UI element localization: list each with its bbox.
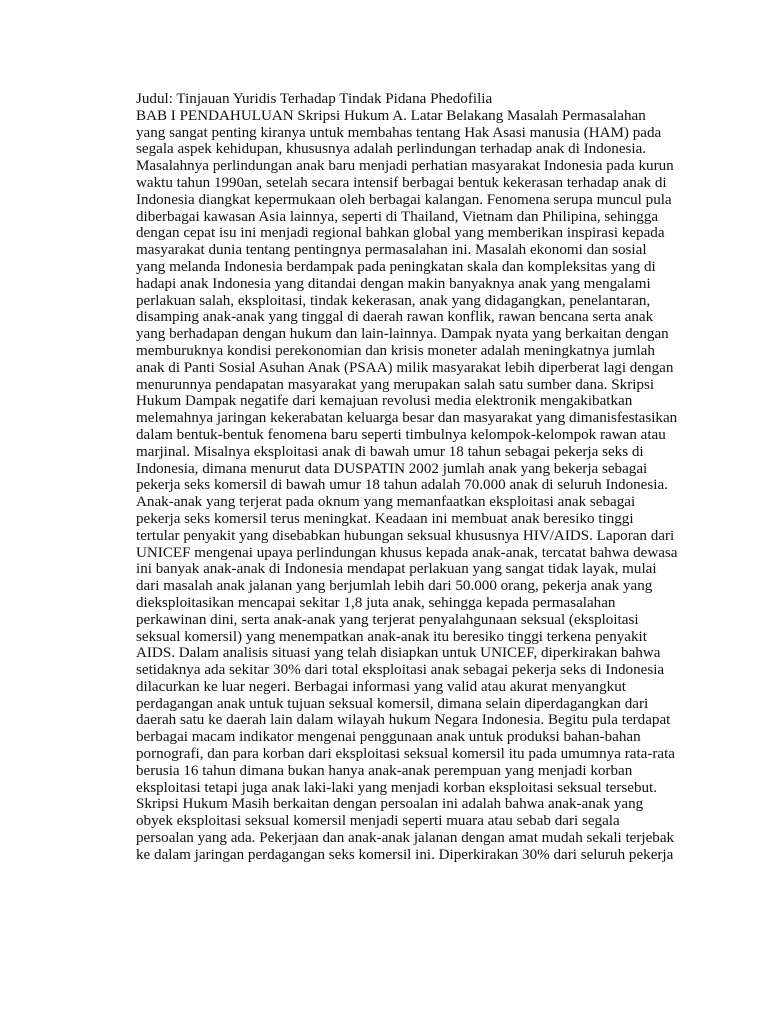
body-text-line: setidaknya ada sekitar 30% dari total eksploitasi anak sebagai pekerja seks di Indonesia	[136, 662, 665, 679]
body-text-line: pornografi, dan para korban dari eksploitasi seksual komersil itu pada umumnya rata-rata	[136, 746, 676, 763]
body-text-line: ke dalam jaringan perdagangan seks komersil ini. Diperkirakan 30% dari seluruh pekerja	[136, 846, 674, 863]
body-text-line: dalam bentuk-bentuk fenomena baru seperti timbulnya kelompok-kelompok rawan atau	[136, 426, 666, 443]
body-text-line: ini banyak anak-anak di Indonesia mendapat perlakuan yang sangat tidak layak, mulai	[136, 561, 657, 578]
body-text-line: memburuknya kondisi perekonomian dan krisis moneter adalah meningkatnya jumlah	[136, 342, 655, 359]
body-text-line: perlakuan salah, eksploitasi, tindak kekerasan, anak yang didagangkan, penelantaran,	[136, 292, 651, 309]
body-text-line: yang sangat penting kiranya untuk membahas tentang Hak Asasi manusia (HAM) pada	[136, 124, 662, 141]
body-text-line: segala aspek kehidupan, khususnya adalah perlindungan terhadap anak di Indonesia.	[136, 141, 647, 158]
body-text-line: anak di Panti Sosial Asuhan Anak (PSAA) milik masyarakat lebih diperberat lagi dengan	[136, 359, 674, 376]
body-text-line: Hukum Dampak negatife dari kemajuan revolusi media elektronik mengakibatkan	[136, 393, 633, 410]
body-text-line: perkawinan dini, serta anak-anak yang terjerat penyalahgunaan seksual (eksploitasi	[136, 611, 639, 628]
body-text-line: Skripsi Hukum Masih berkaitan dengan persoalan ini adalah bahwa anak-anak yang	[136, 796, 644, 813]
body-text-line: UNICEF mengenai upaya perlindungan khusus kepada anak-anak, tercatat bahwa dewasa	[136, 544, 678, 561]
body-text-line: menurunnya pendapatan masyarakat yang merupakan salah satu sumber dana. Skripsi	[136, 376, 655, 393]
body-text-line: dieksploitasikan mencapai sekitar 1,8 juta anak, sehingga kepada permasalahan	[136, 594, 616, 611]
body-text-line: obyek eksploitasi seksual komersil menjadi seperti muara atau sebab dari segala	[136, 813, 620, 830]
body-text-line: melemahnya jaringan kekerabatan keluarga besar dan masyarakat yang dimanisfestasikan	[136, 410, 678, 427]
body-text-line: AIDS. Dalam analisis situasi yang telah disiapkan untuk UNICEF, diperkirakan bahwa	[136, 645, 661, 662]
body-text-line: eksploitasi tetapi juga anak laki-laki yang menjadi korban eksploitasi seksual tersebut.	[136, 779, 658, 796]
body-text-line: dari masalah anak jalanan yang berjumlah lebih dari 50.000 orang, pekerja anak yang	[136, 578, 653, 595]
body-text-line: Indonesia, dimana menurut data DUSPATIN 2002 jumlah anak yang bekerja sebagai	[136, 460, 648, 477]
body-text-line: perdagangan anak untuk tujuan seksual komersil, dimana selain diperdagangkan dari	[136, 695, 649, 712]
document-title-line: Judul: Tinjauan Yuridis Terhadap Tindak Pidana Phedofilia	[136, 91, 493, 107]
body-text-line: berbagai macam indikator mengenai penggunaan anak untuk produksi bahan-bahan	[136, 729, 641, 746]
body-text-line: dilacurkan ke luar negeri. Berbagai informasi yang valid atau akurat menyangkut	[136, 678, 626, 695]
body-text-line: Indonesia diangkat kepermukaan oleh berbagai kalangan. Fenomena serupa muncul pula	[136, 191, 672, 208]
body-text-line: berusia 16 tahun dimana bukan hanya anak-anak perempuan yang menjadi korban	[136, 762, 633, 779]
body-text-line: BAB I PENDAHULUAN Skripsi Hukum A. Latar Belakang Masalah Permasalahan	[136, 107, 646, 124]
body-text-line: daerah satu ke daerah lain dalam wilayah hukum Negara Indonesia. Begitu pula terdapat	[136, 712, 671, 729]
body-text-line: marjinal. Misalnya eksploitasi anak di bawah umur 18 tahun sebagai pekerja seks di	[136, 443, 644, 460]
document-body-text	[136, 91, 736, 864]
body-text-line: hadapi anak Indonesia yang ditandai dengan makin banyaknya anak yang mengalami	[136, 275, 651, 292]
body-text-line: yang berhadapan dengan hukum dan lain-lainnya. Dampak nyata yang berkaitan dengan	[136, 326, 669, 343]
body-text-line: yang melanda Indonesia berdampak pada peningkatan skala dan kompleksitas yang di	[136, 258, 656, 275]
body-text-line: tertular penyakit yang disebabkan hubungan seksual khususnya HIV/AIDS. Laporan dari	[136, 527, 675, 544]
body-text-line: dengan cepat isu ini menjadi regional bahkan global yang memberikan inspirasi kepada	[136, 225, 665, 242]
body-text-line: disamping anak-anak yang tinggal di daerah rawan konflik, rawan bencana serta anak	[136, 309, 654, 326]
body-text-line: pekerja seks komersil di bawah umur 18 tahun adalah 70.000 anak di seluruh Indonesia.	[136, 477, 668, 494]
body-text-line: waktu tahun 1990an, setelah secara intensif berbagai bentuk kekerasan terhadap anak di	[136, 174, 667, 191]
body-text-line: seksual komersil) yang menempatkan anak-anak itu beresiko tinggi terkena penyakit	[136, 628, 647, 645]
body-text-line: diberbagai kawasan Asia lainnya, seperti di Thailand, Vietnam dan Philipina, sehingga	[136, 208, 659, 225]
body-text-line: Anak-anak yang terjerat pada oknum yang memanfaatkan eksploitasi anak sebagai	[136, 494, 636, 511]
body-text-line: pekerja seks komersil terus meningkat. Keadaan ini membuat anak beresiko tinggi	[136, 510, 634, 527]
body-text-line: masyarakat dunia tentang pentingnya permasalahan ini. Masalah ekonomi dan sosial	[136, 242, 647, 259]
body-text-line: Masalahnya perlindungan anak baru menjadi perhatian masyarakat Indonesia pada kurun	[136, 158, 674, 175]
body-text-line: persoalan yang ada. Pekerjaan dan anak-anak jalanan dengan amat mudah sekali terjebak	[136, 830, 675, 847]
